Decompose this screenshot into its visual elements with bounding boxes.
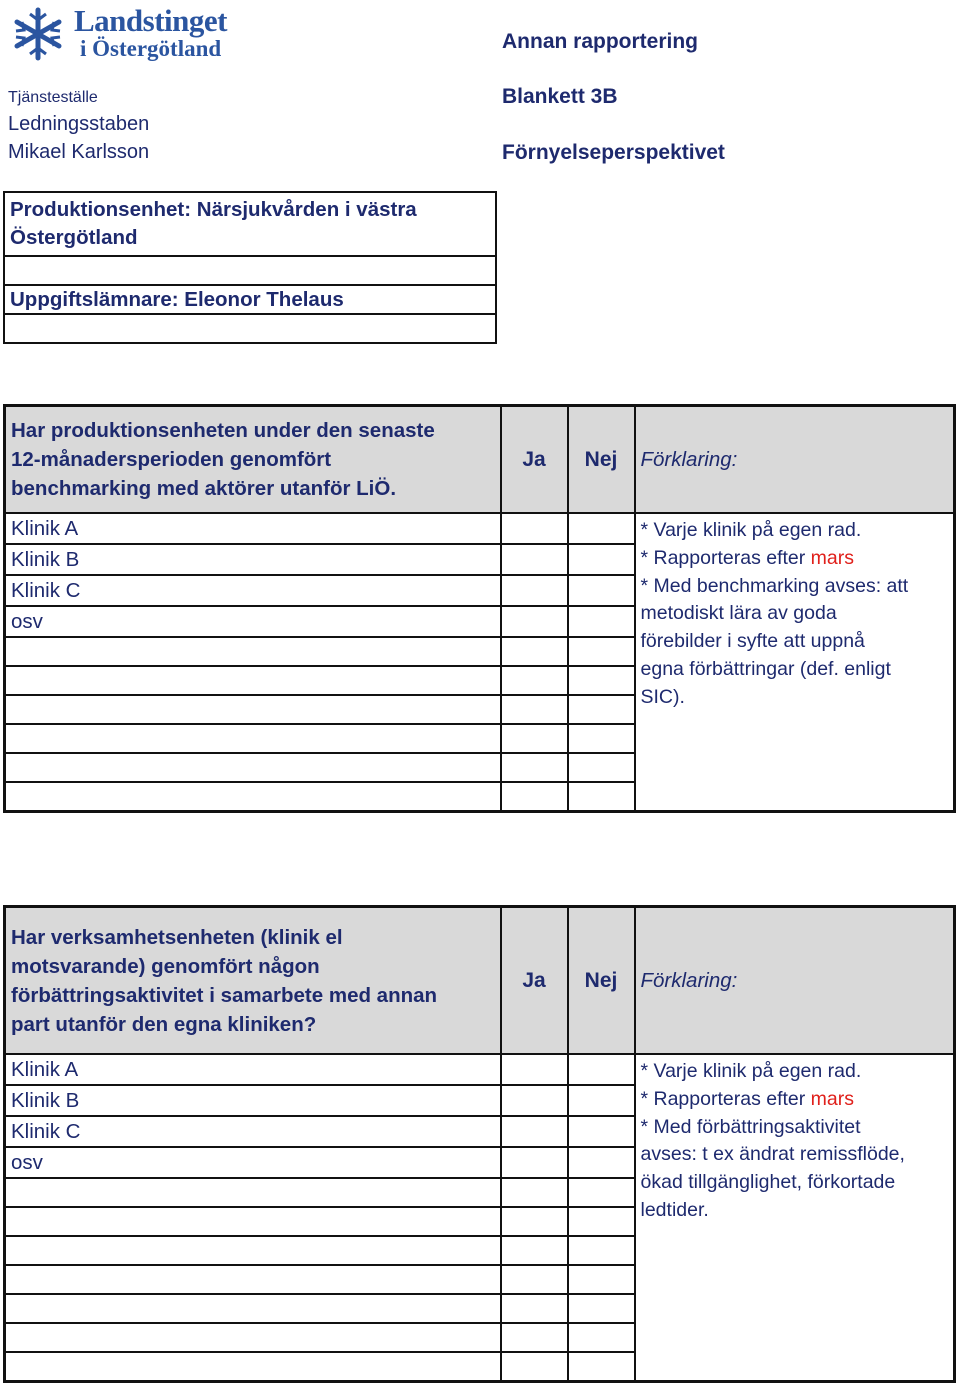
empty-row[interactable] xyxy=(5,1236,501,1265)
yes-header: Ja xyxy=(501,907,568,1055)
blank-row xyxy=(4,314,496,343)
page-title: Annan rapportering xyxy=(502,30,699,53)
no-cell[interactable] xyxy=(568,1085,635,1116)
snowflake-icon xyxy=(8,6,68,62)
empty-row[interactable] xyxy=(5,782,501,812)
no-cell[interactable] xyxy=(568,1116,635,1147)
empty-row[interactable] xyxy=(5,1207,501,1236)
benchmarking-table xyxy=(3,404,956,813)
form-name: Blankett 3B xyxy=(502,85,618,108)
person-name: Mikael Karlsson xyxy=(8,141,150,163)
no-cell[interactable] xyxy=(568,1054,635,1085)
empty-row[interactable] xyxy=(5,1352,501,1382)
empty-row[interactable] xyxy=(5,1178,501,1207)
reporter: Uppgiftslämnare: Eleonor Thelaus xyxy=(10,287,344,311)
clinic-row-osv[interactable]: osv xyxy=(5,606,501,637)
info-table xyxy=(3,191,497,344)
logo xyxy=(8,4,268,64)
explanation-header: Förklaring: xyxy=(635,406,955,514)
clinic-row-b[interactable]: Klinik B xyxy=(5,1085,501,1116)
improvement-table xyxy=(3,905,956,1383)
logo-name: Landstinget xyxy=(74,3,227,38)
explanation-header: Förklaring: xyxy=(635,907,955,1055)
clinic-row-osv[interactable]: osv xyxy=(5,1147,501,1178)
no-cell[interactable] xyxy=(568,575,635,606)
no-cell[interactable] xyxy=(568,544,635,575)
perspective-name: Förnyelseperspektivet xyxy=(502,141,725,164)
improvement-notes: * Varje klinik på egen rad. * Rapporteras efter mars * Med förbättringsaktivitet avses: t ex ändrat remissflöde, ökad tillgänglighet, förkortade ledtider. xyxy=(640,1060,905,1221)
no-cell[interactable] xyxy=(568,1147,635,1178)
clinic-row-b[interactable]: Klinik B xyxy=(5,544,501,575)
no-header: Nej xyxy=(568,907,635,1055)
unit-name: Ledningsstaben xyxy=(8,113,150,135)
benchmarking-notes: * Varje klinik på egen rad. * Rapporteras efter mars * Med benchmarking avses: att metodiskt lära av goda förebilder i syfte att uppnå egna förbättringar (def. enligt SIC). xyxy=(640,519,909,708)
empty-row[interactable] xyxy=(5,753,501,782)
benchmarking-question: Har produktionsenheten under den senaste 12-månadersperioden genomfört benchmarking med aktörer utanför LiÖ. xyxy=(11,419,435,500)
yes-cell[interactable] xyxy=(501,1085,568,1116)
yes-cell[interactable] xyxy=(501,1116,568,1147)
production-unit: Produktionsenhet: Närsjukvården i västra xyxy=(10,198,417,221)
clinic-row-a[interactable]: Klinik A xyxy=(5,1054,501,1085)
unit-label: Tjänsteställe xyxy=(8,89,98,106)
production-unit-cont: Östergötland xyxy=(10,226,138,249)
logo-subname: i Östergötland xyxy=(80,36,222,61)
clinic-row-a[interactable]: Klinik A xyxy=(5,513,501,544)
empty-row[interactable] xyxy=(5,1323,501,1352)
blank-row xyxy=(4,256,496,285)
yes-cell[interactable] xyxy=(501,1054,568,1085)
clinic-row-c[interactable]: Klinik C xyxy=(5,575,501,606)
yes-cell[interactable] xyxy=(501,544,568,575)
empty-row[interactable] xyxy=(5,695,501,724)
yes-cell[interactable] xyxy=(501,1147,568,1178)
clinic-row-c[interactable]: Klinik C xyxy=(5,1116,501,1147)
no-header: Nej xyxy=(568,406,635,514)
yes-cell[interactable] xyxy=(501,606,568,637)
empty-row[interactable] xyxy=(5,666,501,695)
empty-row[interactable] xyxy=(5,724,501,753)
yes-cell[interactable] xyxy=(501,513,568,544)
no-cell[interactable] xyxy=(568,513,635,544)
yes-header: Ja xyxy=(501,406,568,514)
improvement-question: Har verksamhetsenheten (klinik el motsvarande) genomfört någon förbättringsaktivitet i samarbete med annan part utanför den egna kliniken? xyxy=(11,925,438,1036)
empty-row[interactable] xyxy=(5,1294,501,1323)
no-cell[interactable] xyxy=(568,606,635,637)
empty-row[interactable] xyxy=(5,637,501,666)
empty-row[interactable] xyxy=(5,1265,501,1294)
yes-cell[interactable] xyxy=(501,575,568,606)
